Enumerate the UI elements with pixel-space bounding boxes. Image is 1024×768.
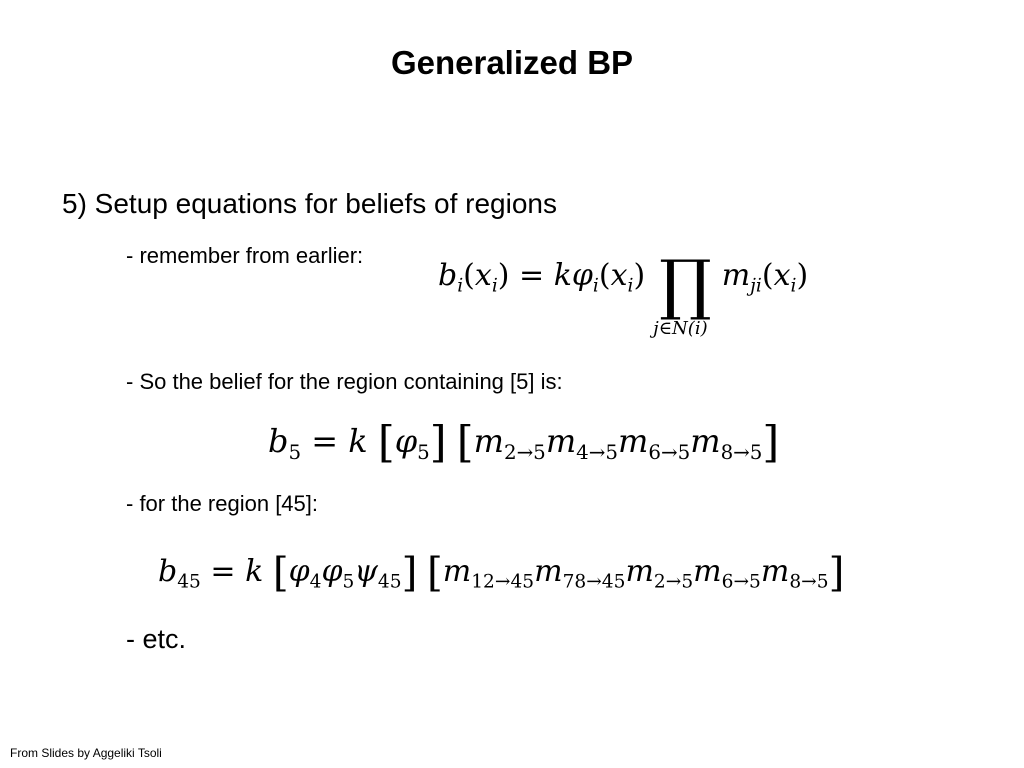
- equation-belief-general: $b_i(x_i) = k\varphi_i(x_i)$ ∏ j∈N(i) $m_{ji}(x_i)$: [438, 246, 809, 339]
- equation-belief-region45: $b_{45} = k$ $[\varphi_4\varphi_5\psi_{45}]$ $[m_{12\to 45}m_{78\to 45}m_{2\to 5}m_{6\to 5}m_{8\to 5}]$: [158, 548, 845, 596]
- remember-label: - remember from earlier:: [126, 243, 364, 268]
- product-symbol: ∏ j∈N(i): [653, 246, 712, 339]
- region45-label: - for the region [45]:: [126, 491, 318, 516]
- etc-label: - etc.: [126, 624, 187, 654]
- equation-belief-region5: $b_5 = k$ $[\varphi_5]$ $[m_{2\to 5}m_{4\to 5}m_{6\to 5}m_{8\to 5}]$: [268, 418, 780, 468]
- footer-credit: From Slides by Aggeliki Tsoli: [10, 746, 162, 760]
- section-heading: 5) Setup equations for beliefs of regions: [62, 188, 557, 219]
- slide-title: Generalized BP: [390, 44, 634, 81]
- belief-region5-label: - So the belief for the region containing [5] is:: [126, 369, 563, 394]
